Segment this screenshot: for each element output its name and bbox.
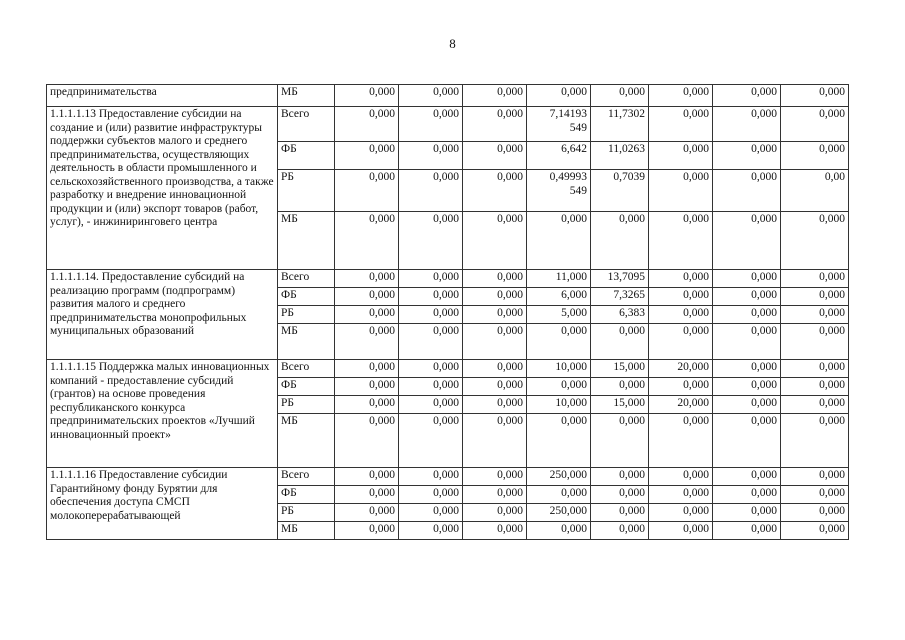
- amount-cell: 0,000: [781, 288, 849, 306]
- funding-source: МБ: [278, 414, 335, 468]
- amount-cell: 0,000: [399, 522, 463, 540]
- table-row: [47, 107, 849, 142]
- amount-cell: 0,000: [463, 142, 527, 170]
- amount-cell: 0,000: [649, 504, 713, 522]
- amount-cell: 0,000: [399, 306, 463, 324]
- amount-cell: 0,00: [781, 170, 849, 212]
- amount-cell: 5,000: [527, 306, 591, 324]
- amount-cell: 0,000: [335, 378, 399, 396]
- funding-source: ФБ: [278, 142, 335, 170]
- amount-cell: 0,000: [781, 212, 849, 270]
- amount-cell: 250,000: [527, 468, 591, 486]
- amount-cell: 0,000: [399, 85, 463, 107]
- amount-cell: 0,000: [335, 396, 399, 414]
- amount-cell: 0,000: [463, 360, 527, 378]
- amount-cell: 0,000: [781, 468, 849, 486]
- amount-cell: 0,000: [463, 468, 527, 486]
- funding-source: РБ: [278, 396, 335, 414]
- amount-cell: 0,000: [463, 270, 527, 288]
- amount-cell: 0,000: [463, 486, 527, 504]
- amount-cell: 0,000: [527, 85, 591, 107]
- amount-cell: 0,000: [527, 486, 591, 504]
- amount-cell: 0,000: [335, 212, 399, 270]
- funding-source: ФБ: [278, 378, 335, 396]
- amount-cell: 0,000: [649, 107, 713, 142]
- amount-cell: 0,000: [399, 107, 463, 142]
- amount-cell: 0,000: [649, 324, 713, 360]
- amount-cell: 0,000: [591, 522, 649, 540]
- table-row: [47, 468, 849, 486]
- funding-source: ФБ: [278, 486, 335, 504]
- page-number: 8: [449, 36, 456, 51]
- amount-cell: 0,000: [463, 107, 527, 142]
- amount-cell: 0,000: [527, 324, 591, 360]
- amount-cell: 0,000: [399, 212, 463, 270]
- amount-cell: 0,000: [399, 324, 463, 360]
- amount-cell: 0,000: [335, 270, 399, 288]
- amount-cell: 0,7039: [591, 170, 649, 212]
- amount-cell: 0,000: [463, 504, 527, 522]
- amount-cell: 0,000: [463, 85, 527, 107]
- amount-cell: 6,383: [591, 306, 649, 324]
- amount-cell: 0,000: [463, 522, 527, 540]
- amount-cell: 0,000: [335, 522, 399, 540]
- amount-cell: 11,0263: [591, 142, 649, 170]
- amount-cell: 0,000: [463, 288, 527, 306]
- funding-source: РБ: [278, 306, 335, 324]
- amount-cell: 0,000: [649, 142, 713, 170]
- amount-cell: 0,000: [399, 270, 463, 288]
- amount-cell: 0,000: [335, 324, 399, 360]
- amount-cell: 7,3265: [591, 288, 649, 306]
- amount-cell: 0,000: [713, 324, 781, 360]
- amount-cell: 0,000: [399, 288, 463, 306]
- funding-source: МБ: [278, 212, 335, 270]
- amount-cell: 0,000: [527, 378, 591, 396]
- amount-cell: 0,000: [781, 396, 849, 414]
- amount-cell: 0,000: [527, 522, 591, 540]
- funding-table: [46, 84, 849, 540]
- amount-cell: 0,000: [591, 504, 649, 522]
- amount-cell: 0,000: [713, 85, 781, 107]
- amount-cell: 0,000: [713, 468, 781, 486]
- funding-source: МБ: [278, 522, 335, 540]
- amount-cell: 0,000: [527, 212, 591, 270]
- amount-cell: 0,000: [399, 170, 463, 212]
- amount-cell: 0,000: [399, 486, 463, 504]
- amount-cell: 0,000: [713, 504, 781, 522]
- amount-cell: 0,000: [591, 378, 649, 396]
- amount-cell: 0,000: [781, 306, 849, 324]
- amount-cell: 0,000: [649, 85, 713, 107]
- amount-cell: 0,000: [335, 486, 399, 504]
- amount-cell: 0,000: [335, 142, 399, 170]
- funding-source: МБ: [278, 324, 335, 360]
- amount-cell: 0,000: [335, 288, 399, 306]
- amount-cell: 0,49993 549: [527, 170, 591, 212]
- amount-cell: 0,000: [713, 142, 781, 170]
- amount-cell: 6,642: [527, 142, 591, 170]
- amount-cell: 0,000: [649, 486, 713, 504]
- amount-cell: 13,7095: [591, 270, 649, 288]
- amount-cell: 0,000: [781, 504, 849, 522]
- measure-description: предпринимательства: [47, 85, 278, 107]
- amount-cell: 0,000: [781, 378, 849, 396]
- amount-cell: 0,000: [399, 504, 463, 522]
- amount-cell: 0,000: [713, 306, 781, 324]
- amount-cell: 0,000: [335, 468, 399, 486]
- amount-cell: 10,000: [527, 360, 591, 378]
- amount-cell: 10,000: [527, 396, 591, 414]
- amount-cell: 0,000: [649, 270, 713, 288]
- funding-source: Всего: [278, 468, 335, 486]
- amount-cell: 0,000: [649, 170, 713, 212]
- table-row: [47, 85, 849, 107]
- amount-cell: 0,000: [335, 504, 399, 522]
- amount-cell: 0,000: [713, 360, 781, 378]
- amount-cell: 0,000: [781, 324, 849, 360]
- table-row: [47, 360, 849, 378]
- amount-cell: 0,000: [335, 107, 399, 142]
- amount-cell: 0,000: [713, 212, 781, 270]
- amount-cell: 0,000: [781, 270, 849, 288]
- amount-cell: 0,000: [781, 522, 849, 540]
- amount-cell: 0,000: [335, 85, 399, 107]
- amount-cell: 0,000: [591, 85, 649, 107]
- amount-cell: 0,000: [399, 396, 463, 414]
- amount-cell: 15,000: [591, 360, 649, 378]
- amount-cell: 0,000: [335, 306, 399, 324]
- amount-cell: 0,000: [649, 468, 713, 486]
- amount-cell: 11,000: [527, 270, 591, 288]
- amount-cell: 0,000: [649, 306, 713, 324]
- amount-cell: 0,000: [781, 85, 849, 107]
- amount-cell: 0,000: [781, 414, 849, 468]
- amount-cell: 0,000: [713, 378, 781, 396]
- amount-cell: 0,000: [399, 468, 463, 486]
- table-row: [47, 270, 849, 288]
- funding-source: ФБ: [278, 288, 335, 306]
- funding-source: Всего: [278, 107, 335, 142]
- amount-cell: 0,000: [399, 378, 463, 396]
- measure-description: 1.1.1.1.15 Поддержка малых инновационных компаний - предоставление субсидий (грантов) на основе проведения республиканского конкурса предпринимательских проектов «Лучший инновационный проект»: [47, 360, 278, 468]
- amount-cell: 0,000: [463, 378, 527, 396]
- amount-cell: 0,000: [463, 396, 527, 414]
- amount-cell: 0,000: [649, 414, 713, 468]
- funding-source: МБ: [278, 85, 335, 107]
- amount-cell: 20,000: [649, 360, 713, 378]
- amount-cell: 20,000: [649, 396, 713, 414]
- funding-source: Всего: [278, 360, 335, 378]
- amount-cell: 0,000: [781, 360, 849, 378]
- amount-cell: 0,000: [463, 306, 527, 324]
- amount-cell: 0,000: [649, 212, 713, 270]
- amount-cell: 0,000: [463, 170, 527, 212]
- amount-cell: 0,000: [463, 212, 527, 270]
- measure-description: 1.1.1.1.13 Предоставление субсидии на создание и (или) развитие инфраструктуры поддержки субъектов малого и среднего предпринимательства, осуществляющих деятельность в области промышленного и сельскохозяйственного производства, а также разработку и внедрение инновационной продукции и (или) экспорт товаров (работ, услуг), - инжиниринговего центра: [47, 107, 278, 270]
- amount-cell: 0,000: [713, 396, 781, 414]
- funding-source: РБ: [278, 504, 335, 522]
- amount-cell: 0,000: [591, 414, 649, 468]
- amount-cell: 0,000: [713, 414, 781, 468]
- funding-source: Всего: [278, 270, 335, 288]
- measure-description: 1.1.1.1.16 Предоставление субсидии Гарантийному фонду Бурятии для обеспечения доступа СМСП молокоперерабатывающей: [47, 468, 278, 540]
- amount-cell: 0,000: [527, 414, 591, 468]
- amount-cell: 0,000: [335, 170, 399, 212]
- table-body: [47, 85, 849, 540]
- amount-cell: 0,000: [399, 142, 463, 170]
- amount-cell: 15,000: [591, 396, 649, 414]
- amount-cell: 0,000: [781, 107, 849, 142]
- amount-cell: 0,000: [463, 324, 527, 360]
- amount-cell: 0,000: [713, 522, 781, 540]
- amount-cell: 250,000: [527, 504, 591, 522]
- amount-cell: 0,000: [591, 468, 649, 486]
- amount-cell: 0,000: [649, 288, 713, 306]
- amount-cell: 0,000: [591, 486, 649, 504]
- amount-cell: 7,14193 549: [527, 107, 591, 142]
- amount-cell: 0,000: [781, 142, 849, 170]
- amount-cell: 0,000: [463, 414, 527, 468]
- amount-cell: 11,7302: [591, 107, 649, 142]
- measure-description: 1.1.1.1.14. Предоставление субсидий на реализацию программ (подпрограмм) развития малого и среднего предпринимательства монопрофильных муниципальных образований: [47, 270, 278, 360]
- amount-cell: 0,000: [591, 212, 649, 270]
- amount-cell: 6,000: [527, 288, 591, 306]
- amount-cell: 0,000: [649, 522, 713, 540]
- amount-cell: 0,000: [713, 170, 781, 212]
- amount-cell: 0,000: [399, 360, 463, 378]
- amount-cell: 0,000: [399, 414, 463, 468]
- amount-cell: 0,000: [335, 360, 399, 378]
- funding-source: РБ: [278, 170, 335, 212]
- amount-cell: 0,000: [713, 107, 781, 142]
- amount-cell: 0,000: [713, 270, 781, 288]
- amount-cell: 0,000: [591, 324, 649, 360]
- amount-cell: 0,000: [649, 378, 713, 396]
- amount-cell: 0,000: [781, 486, 849, 504]
- amount-cell: 0,000: [713, 486, 781, 504]
- amount-cell: 0,000: [335, 414, 399, 468]
- amount-cell: 0,000: [713, 288, 781, 306]
